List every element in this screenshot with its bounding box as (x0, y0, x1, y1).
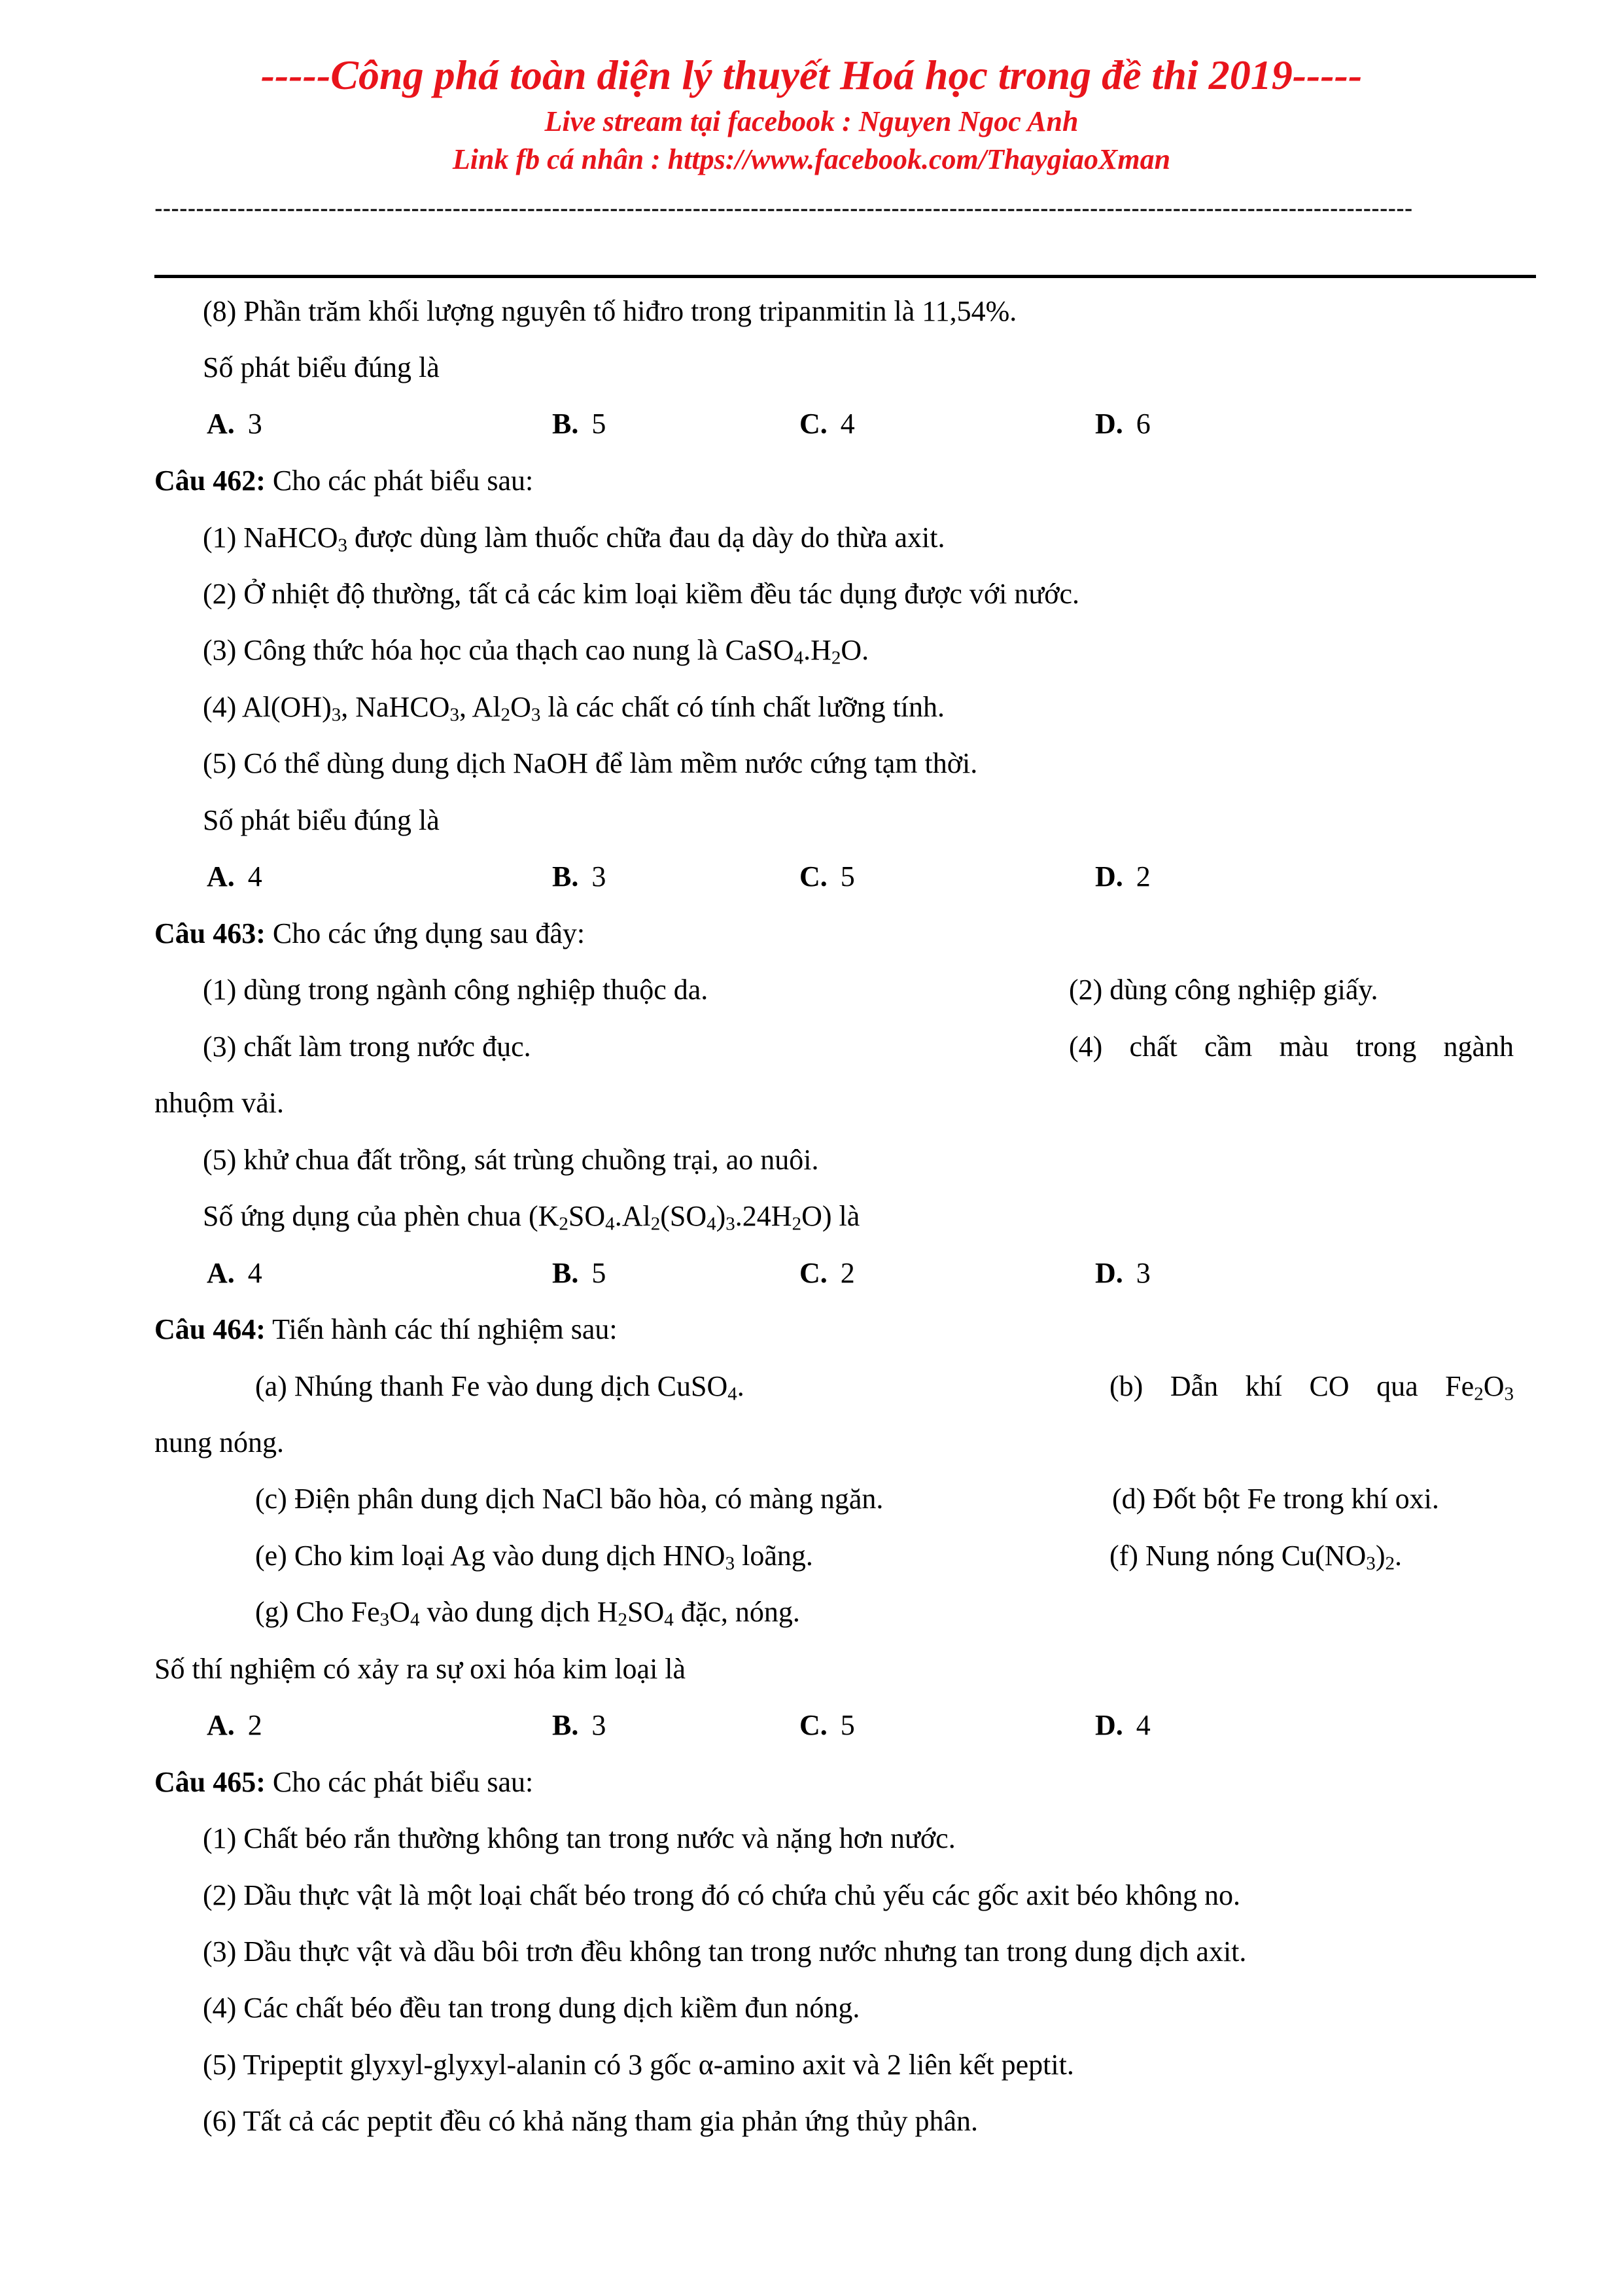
q464-experiment-b: (b) Dẫn khí CO qua $Fe_2O_3$ (1109, 1370, 1514, 1405)
q464-experiment-d: (d) Đốt bột Fe trong khí oxi. (1112, 1483, 1439, 1515)
q464-option-b: B. 3 (552, 1709, 606, 1741)
q465-statement-6: (6) Tất cả các peptit đều có khả năng tham gia phản ứng thủy phân. (203, 2105, 978, 2137)
option-d: D. 6 (1095, 408, 1151, 440)
q465-statement-5: (5) Tripeptit glyxyl-glyxyl-alanin có 3 gốc α-amino axit và 2 liên kết peptit. (203, 2049, 1074, 2081)
q462-option-a: A. 4 (207, 860, 262, 892)
q463-use-2: (2) dùng công nghiệp giấy. (1069, 974, 1378, 1006)
header-title: -----Công phá toàn diện lý thuyết Hoá học trong đề thi 2019----- (260, 52, 1363, 98)
q463-use-1: (1) dùng trong ngành công nghiệp thuộc da. (203, 974, 708, 1006)
q462-statement-5: (5) Có thể dùng dung dịch NaOH để làm mềm nước cứng tạm thời. (203, 747, 978, 779)
q462-option-b: B. 3 (552, 860, 606, 892)
q462-statement-2: (2) Ở nhiệt độ thường, tất cả các kim loại kiềm đều tác dụng được với nước. (203, 578, 1080, 610)
option-a: A. 3 (207, 408, 262, 440)
q464-experiment-c: (c) Điện phân dung dịch NaCl bão hòa, có màng ngăn. (255, 1483, 884, 1515)
header-dashed-separator: -------------------------------------------------------------------------------------------------------------------------------------------------------- (154, 196, 1413, 221)
alpha-symbol: α (698, 2049, 714, 2081)
statement-8: (8) Phần trăm khối lượng nguyên tố hiđro trong tripanmitin là 11,54%. (203, 295, 1017, 327)
q465-statement-2: (2) Dầu thực vật là một loại chất béo trong đó có chứa chủ yếu các gốc axit béo không no. (203, 1879, 1240, 1911)
q462-statement-4: (4) $Al(OH)_3$, NaHCO$_3$, $Al_2O_3$ là các chất có tính chất lưỡng tính. (203, 691, 945, 726)
q463-prompt: Số ứng dụng của phèn chua $(K_2SO_4.Al_2(SO_4)_3.24H_2O)$ là (203, 1200, 860, 1235)
option-c: C. 4 (799, 408, 855, 440)
q464-prompt: Số thí nghiệm có xảy ra sự oxi hóa kim loại là (154, 1653, 686, 1685)
q462-prompt: Số phát biểu đúng là (203, 804, 440, 836)
q465-statement-3: (3) Dầu thực vật và dầu bôi trơn đều không tan trong nước nhưng tan trong dung dịch axit. (203, 1935, 1247, 1968)
q462-option-c: C. 5 (799, 860, 855, 892)
q464-experiment-a: (a) Nhúng thanh Fe vào dung dịch CuSO$_4$. (255, 1370, 744, 1405)
q463-use-4-continued: nhuộm vải. (154, 1087, 284, 1119)
q465-statement-4: (4) Các chất béo đều tan trong dung dịch kiềm đun nóng. (203, 1992, 860, 2024)
q464-experiment-b-continued: nung nóng. (154, 1426, 284, 1458)
header-livestream: Live stream tại facebook : Nguyen Ngoc Anh (544, 105, 1079, 137)
q464-option-a: A. 2 (207, 1709, 262, 1741)
q462-statement-1: (1) NaHCO$_3$ được dùng làm thuốc chữa đau dạ dày do thừa axit. (203, 521, 945, 556)
q463-use-5: (5) khử chua đất trồng, sát trùng chuồng trại, ao nuôi. (203, 1144, 819, 1176)
q464-experiment-f: (f) Nung nóng $Cu(NO_3)_2$. (1109, 1540, 1402, 1574)
q462-statement-3: (3) Công thức hóa học của thạch cao nung là $CaSO_4.H_2O$. (203, 634, 869, 669)
header-rule (154, 275, 1536, 278)
q463-use-3: (3) chất làm trong nước đục. (203, 1031, 531, 1063)
question-465-heading: Câu 465: Cho các phát biểu sau: (154, 1766, 534, 1798)
q465-statement-1: (1) Chất béo rắn thường không tan trong nước và nặng hơn nước. (203, 1822, 956, 1854)
q463-option-a: A. 4 (207, 1257, 262, 1289)
question-462-heading: Câu 462: Cho các phát biểu sau: (154, 465, 534, 497)
q463-option-b: B. 5 (552, 1257, 606, 1289)
question-464-heading: Câu 464: Tiến hành các thí nghiệm sau: (154, 1313, 618, 1345)
q464-experiment-e: (e) Cho kim loại Ag vào dung dịch $HNO_3$ loãng. (255, 1540, 813, 1574)
q463-option-c: C. 2 (799, 1257, 855, 1289)
q464-option-d: D. 4 (1095, 1709, 1151, 1741)
q463-option-d: D. 3 (1095, 1257, 1151, 1289)
question-463-heading: Câu 463: Cho các ứng dụng sau đây: (154, 917, 585, 949)
q463-use-4: (4) chất cầm màu trong ngành (1069, 1031, 1514, 1063)
option-b: B. 5 (552, 408, 606, 440)
q464-experiment-g: (g) Cho $Fe_3O_4$ vào dung dịch $H_2SO_4$ đặc, nóng. (255, 1596, 800, 1631)
header-link: Link fb cá nhân : https://www.facebook.com/ThaygiaoXman (452, 143, 1171, 175)
q464-option-c: C. 5 (799, 1709, 855, 1741)
q462-option-d: D. 2 (1095, 860, 1151, 892)
question-prompt: Số phát biểu đúng là (203, 351, 440, 383)
